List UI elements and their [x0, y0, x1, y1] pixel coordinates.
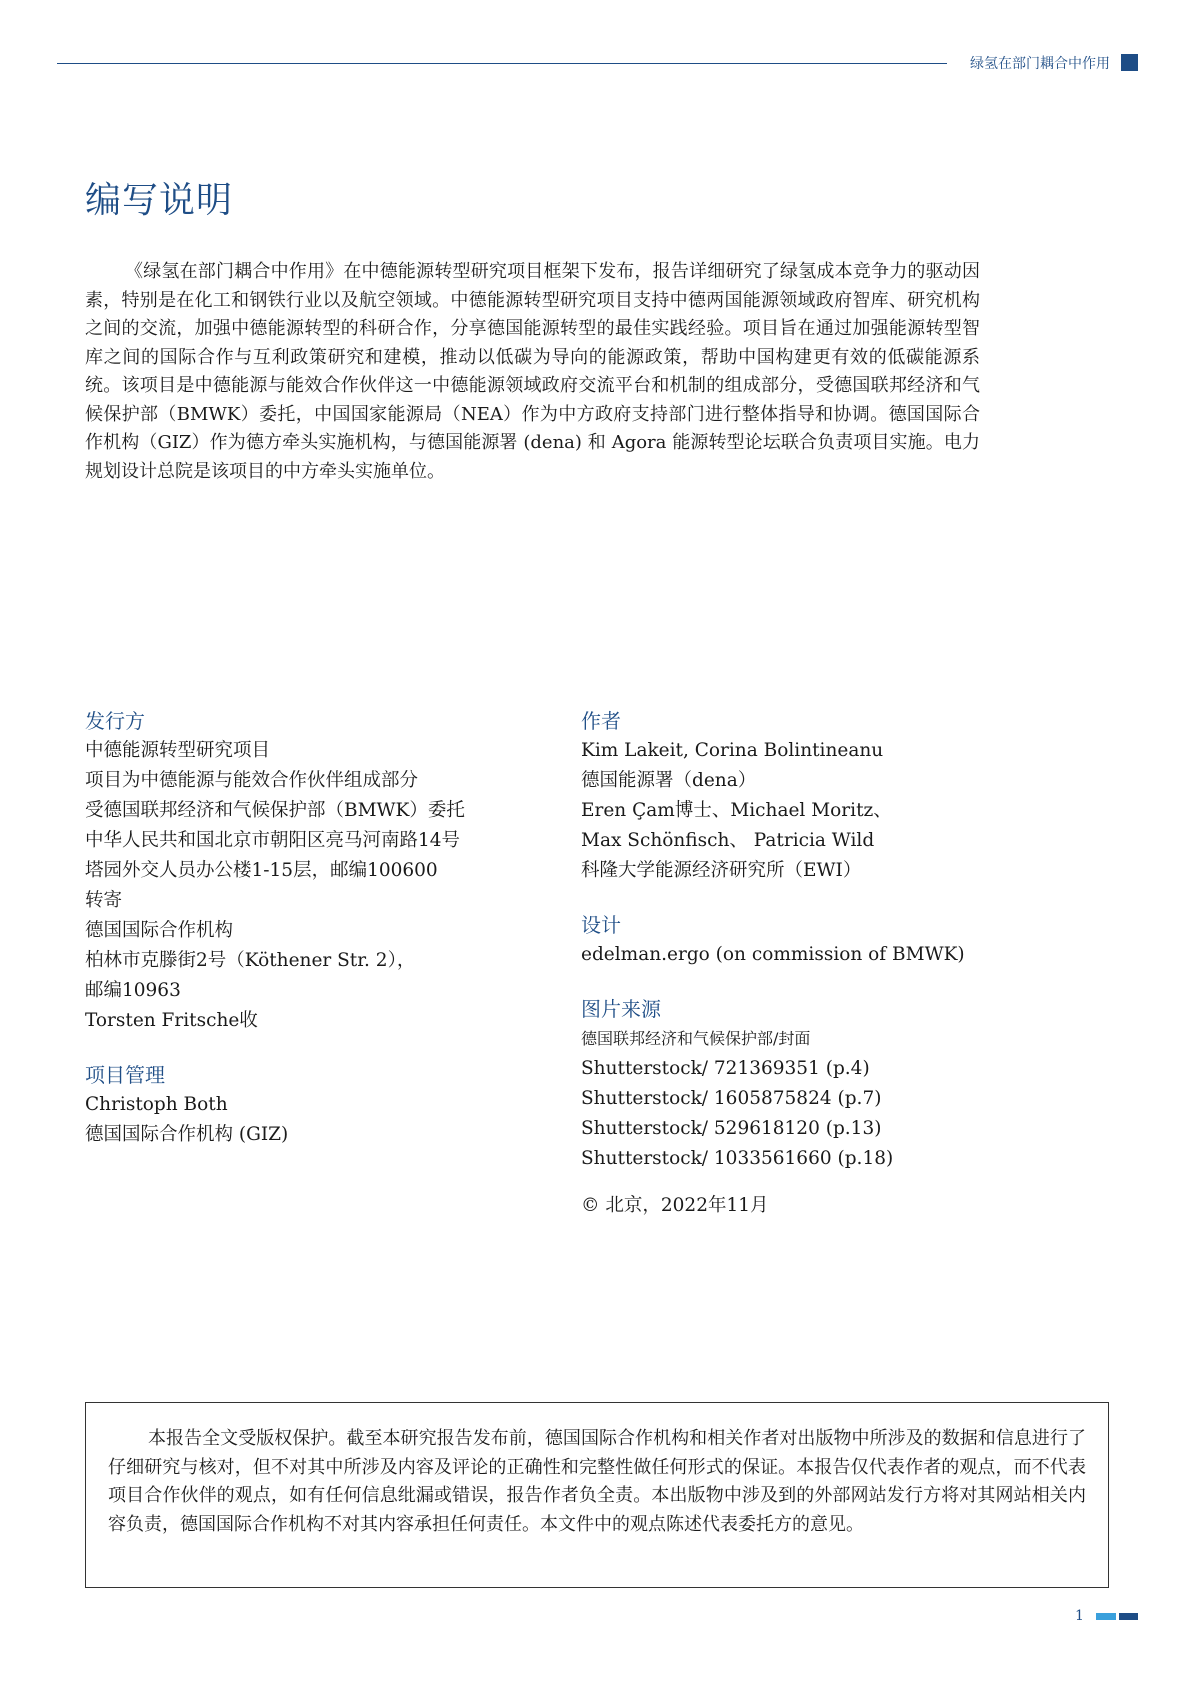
photo-credit-line: Shutterstock/ 1605875824 (p.7) [581, 1088, 882, 1109]
intro-text: 《绿氢在部门耦合中作用》在中德能源转型研究项目框架下发布，报告详细研究了绿氢成本竞争力的驱动因素，特别是在化工和钢铁行业以及航空领域。中德能源转型研究项目支持中德两国能源领域政府智库、研究机构之间的交流，加强中德能源转型的科研合作，分享德国能源转型的最佳实践经验。项目旨在通过加强能源转型智库之间的国际合作与互利政策研究和建模，推动以低碳为导向的能源政策，帮助中国构建更有效的低碳能源系统。该项目是中德能源与能效合作伙伴这一中德能源领域政府交流平台和机制的组成部分，受德国联邦经济和气候保护部（BMWK）委托，中国国家能源局（NEA）作为中方政府支持部门进行整体指导和协调。德国国际合作机构（GIZ）作为德方牵头实施机构，与德国能源署 (dena) 和 Agora 能源转型论坛联合负责项目实施。电力规划设计总院是该项目的中方牵头实施单位。 [85, 261, 980, 482]
header-rule [57, 63, 947, 64]
publisher-heading: 发行方 [85, 709, 145, 733]
authors-line: Max Schönfisch、 Patricia Wild [581, 830, 875, 851]
page-title: 编写说明 [85, 180, 234, 221]
header-square-marker [1121, 54, 1138, 71]
design-line: edelman.ergo (on commission of BMWK) [581, 944, 965, 965]
authors-line: 科隆大学能源经济研究所（EWI） [581, 860, 862, 881]
photo-credits-heading: 图片来源 [581, 997, 661, 1021]
publisher-line: 德国国际合作机构 [85, 920, 234, 941]
publisher-line: 中德能源转型研究项目 [85, 740, 271, 761]
authors-heading: 作者 [581, 709, 621, 733]
intro-paragraph [85, 258, 980, 486]
left-column [85, 706, 555, 1150]
photo-credit-line: Shutterstock/ 1033561660 (p.18) [581, 1148, 894, 1169]
page-number: 1 [1075, 1608, 1084, 1624]
authors-line: 德国能源署（dena） [581, 770, 757, 791]
publisher-line: 转寄 [85, 890, 123, 911]
running-header-title: 绿氢在部门耦合中作用 [970, 56, 1110, 72]
project-management-line: Christoph Both [85, 1094, 228, 1115]
disclaimer-box [85, 1402, 1109, 1588]
right-column [581, 706, 1121, 1221]
publisher-line: 塔园外交人员办公楼1-15层，邮编100600 [85, 860, 438, 881]
page-marker-dark [1119, 1613, 1138, 1620]
publisher-line: 受德国联邦经济和气候保护部（BMWK）委托 [85, 800, 465, 821]
photo-credit-line: Shutterstock/ 721369351 (p.4) [581, 1058, 870, 1079]
disclaimer-text: 本报告全文受版权保护。截至本研究报告发布前，德国国际合作机构和相关作者对出版物中所涉及的数据和信息进行了仔细研究与核对，但不对其中所涉及内容及评论的正确性和完整性做任何形式的保证。本报告仅代表作者的观点，而不代表项目合作伙伴的观点，如有任何信息纰漏或错误，报告作者负全责。本出版物中涉及到的外部网站发行方将对其网站相关内容负责，德国国际合作机构不对其内容承担任何责任。本文件中的观点陈述代表委托方的意见。 [108, 1428, 1086, 1535]
photo-credit-line: 德国联邦经济和气候保护部/封面 [581, 1029, 811, 1048]
project-management-heading: 项目管理 [85, 1063, 165, 1087]
authors-line: Kim Lakeit, Corina Bolintineanu [581, 740, 884, 761]
publisher-line: 中华人民共和国北京市朝阳区亮马河南路14号 [85, 830, 461, 851]
publisher-line: Torsten Fritsche收 [85, 1010, 258, 1031]
design-heading: 设计 [581, 913, 621, 937]
publisher-line: 邮编10963 [85, 980, 181, 1001]
copyright-line: © 北京，2022年11月 [581, 1195, 769, 1216]
authors-line: Eren Çam博士、Michael Moritz、 [581, 800, 892, 821]
photo-credit-line: Shutterstock/ 529618120 (p.13) [581, 1118, 882, 1139]
publisher-line: 柏林市克滕街2号（Köthener Str. 2）， [85, 950, 416, 971]
project-management-line: 德国国际合作机构 (GIZ) [85, 1124, 289, 1145]
publisher-line: 项目为中德能源与能效合作伙伴组成部分 [85, 770, 419, 791]
page-marker-light [1096, 1613, 1116, 1620]
